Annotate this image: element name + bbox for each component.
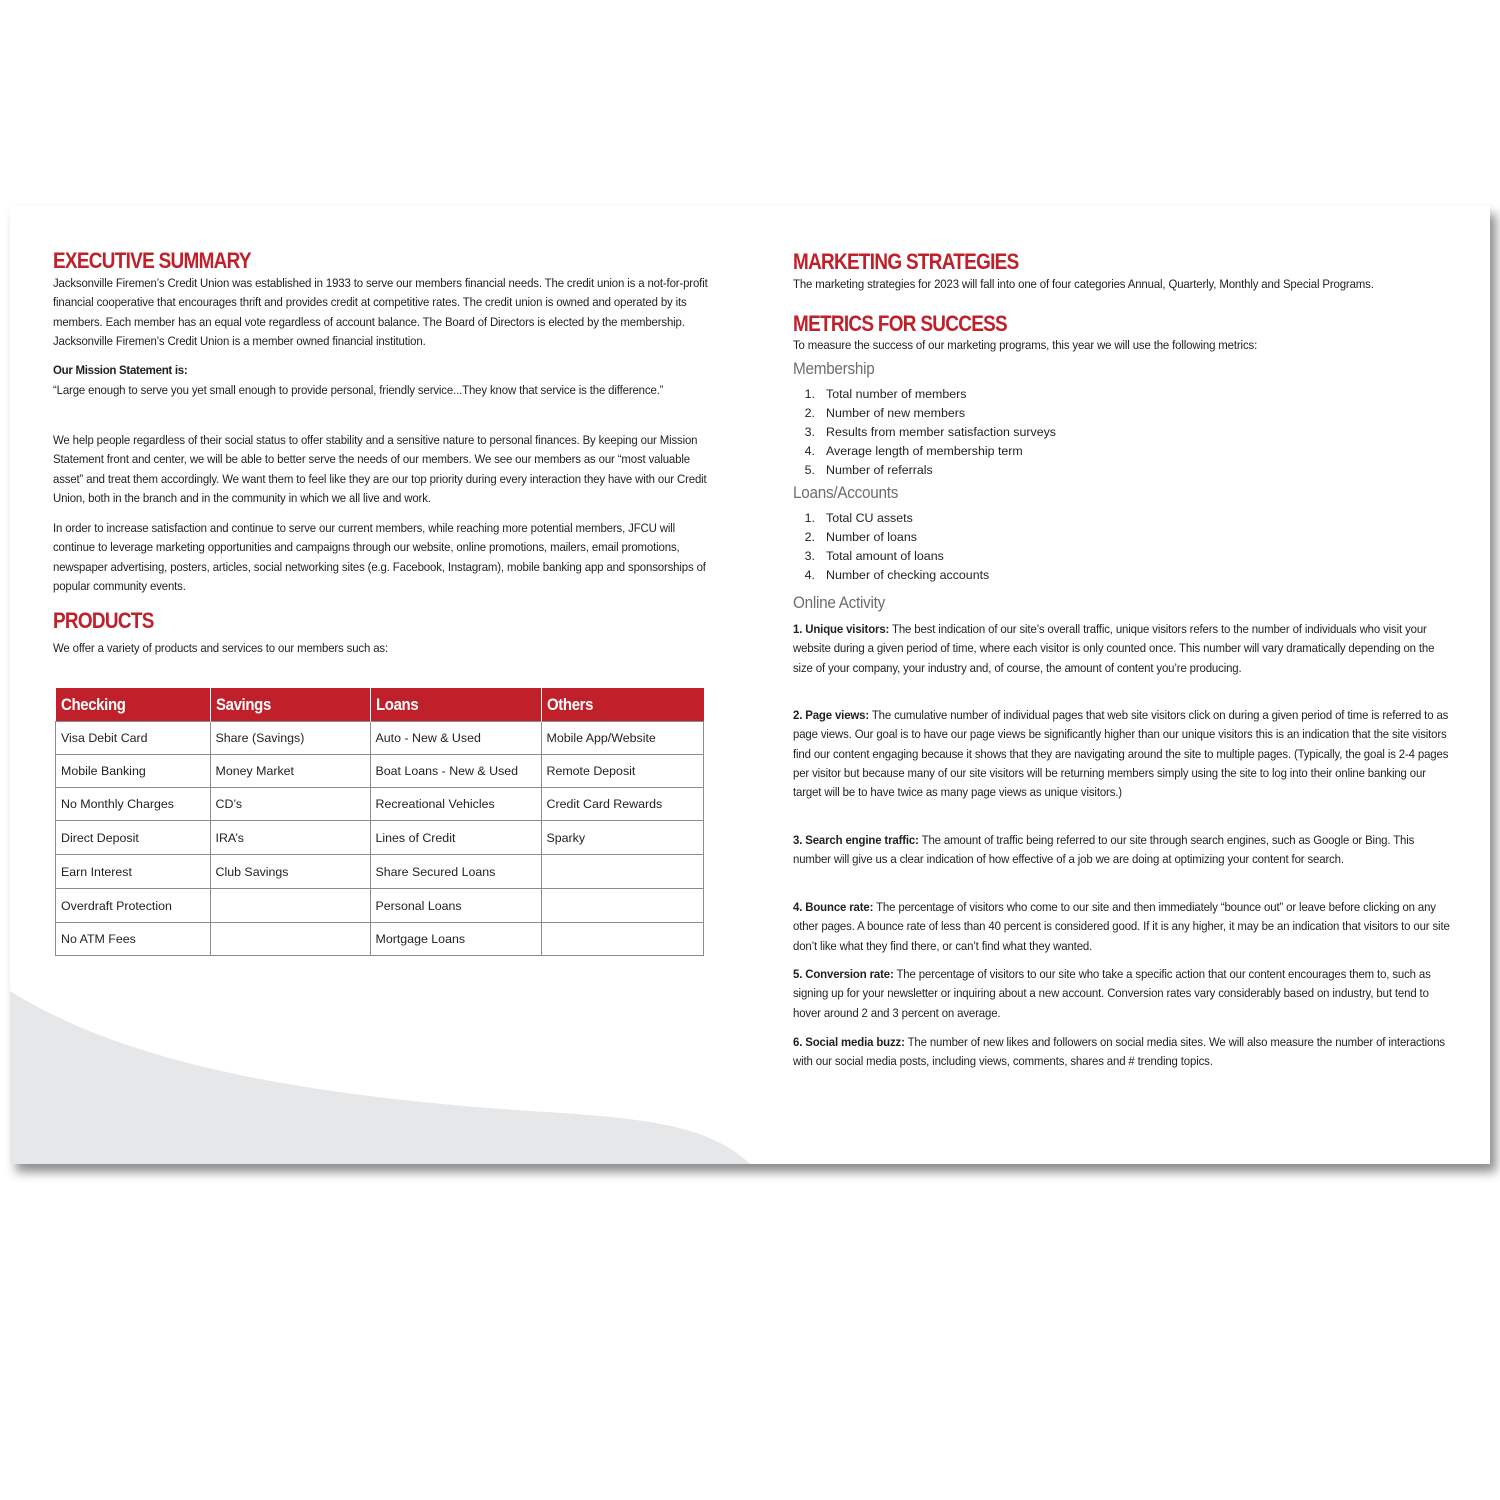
online-activity-subheading: Online Activity — [793, 593, 886, 612]
list-item: 5. Number of referrals — [804, 463, 933, 477]
table-cell: Lines of Credit — [370, 821, 541, 855]
list-item: 3. Results from member satisfaction surveys — [804, 425, 1056, 439]
table-cell — [210, 889, 370, 923]
table-cell: Remote Deposit — [541, 755, 704, 788]
table-cell: Club Savings — [210, 855, 370, 889]
table-cell: Auto - New & Used — [370, 722, 541, 755]
table-cell: Earn Interest — [56, 855, 211, 889]
column-header-others: Others — [541, 688, 704, 722]
column-header-loans: Loans — [370, 688, 541, 722]
list-item: 2. Number of loans — [804, 530, 917, 544]
list-item: 4. Number of checking accounts — [804, 568, 990, 582]
table-cell: Personal Loans — [370, 889, 541, 923]
values-paragraph: We help people regardless of their social status to offer stability and a sensitive nature to personal finances. By keeping our Mission Statement front and center, we will be able to better serve the needs of our members. We see our members as our “most valuable asset” and treat them accordingly. We want them to feel like they are our top priority during every interaction they have with our Credit Union, both in the branch and in the community in which we all live and work. — [53, 433, 707, 505]
list-item: 1. Total CU assets — [804, 511, 913, 525]
table-cell: Share (Savings) — [210, 722, 370, 755]
table-row — [56, 855, 704, 889]
table-cell: Sparky — [541, 821, 704, 855]
table-row — [56, 722, 704, 755]
list-item: 1. Total number of members — [804, 387, 967, 401]
table-cell: Visa Debit Card — [56, 722, 211, 755]
table-cell — [541, 889, 704, 923]
table-cell: Money Market — [210, 755, 370, 788]
loans-accounts-list — [793, 509, 1413, 585]
executive-summary-paragraph: Jacksonville Firemen’s Credit Union was established in 1933 to serve our members financial needs. The credit union is a not-for-profit financial cooperative that encourages thrift and provides credit at competitive rates. The credit union is owned and operated by its members. Each member has an equal vote regardless of account balance. The Board of Directors is elected by the membership. Jacksonville Firemen’s Credit Union is a member owned financial institution. — [53, 276, 708, 348]
mission-statement-text: “Large enough to serve you yet small enough to provide personal, friendly service...They know that service is the difference.” — [53, 383, 664, 397]
table-cell: Share Secured Loans — [370, 855, 541, 889]
table-cell — [541, 923, 704, 956]
table-cell: Mobile App/Website — [541, 722, 704, 755]
table-cell: CD’s — [210, 788, 370, 821]
products-intro: We offer a variety of products and services to our members such as: — [53, 641, 389, 655]
table-cell: No ATM Fees — [56, 923, 211, 956]
membership-subheading: Membership — [793, 359, 875, 378]
column-header-savings: Savings — [210, 688, 370, 722]
table-cell: Boat Loans - New & Used — [370, 755, 541, 788]
metric-conversion-rate: 5. Conversion rate: The percentage of visitors to our site who take a specific action that our content encourages them to, such as signing up for your newsletter or inquiring about a new account. Conversion rates vary considerably based on industry, but tend to hover around 2 and 3 percent on average. — [793, 967, 1431, 1020]
table-cell: Recreational Vehicles — [370, 788, 541, 821]
table-row — [56, 755, 704, 788]
list-item: 3. Total amount of loans — [804, 549, 944, 563]
table-cell: Overdraft Protection — [56, 889, 211, 923]
metric-page-views: 2. Page views: The cumulative number of individual pages that web site visitors click on during a given period of time is referred to as page views. Our goal is to have our page views be significantly higher than our unique visitors this is an indication that the site visitors find our content engaging because it shows that they are navigating around the site to multiple pages. (Typically, the goal is 2-4 pages per visitor but because many of our site visitors will be returning members simply using the site to log into their online banking our target will be to have twice as many page views as unique visitors.) — [793, 708, 1449, 800]
loans-accounts-subheading: Loans/Accounts — [793, 483, 899, 502]
table-header-row — [56, 688, 704, 722]
metric-search-engine-traffic: 3. Search engine traffic: The amount of traffic being referred to our site through search engines, such as Google or Bing. This number will give us a clear indication of how effective of a job we are doing at optimizing your content for search. — [793, 833, 1415, 867]
table-cell: Direct Deposit — [56, 821, 211, 855]
marketing-strategies-heading: MARKETING STRATEGIES — [793, 249, 1019, 274]
metrics-heading: METRICS FOR SUCCESS — [793, 311, 1007, 336]
products-table — [55, 688, 704, 956]
table-row — [56, 923, 704, 956]
table-cell — [210, 923, 370, 956]
marketing-outreach-paragraph: In order to increase satisfaction and continue to serve our current members, while reaching more potential members, JFCU will continue to leverage marketing opportunities and campaigns through our website, online promotions, mailers, email promotions, newspaper advertising, posters, articles, social networking sites (e.g. Facebook, Instagram), mobile banking app and sponsorships of popular community events. — [53, 521, 706, 593]
metric-bounce-rate: 4. Bounce rate: The percentage of visitors who come to our site and then immediately “bounce out” or leave before clicking on any other pages. A bounce rate of less than 40 percent is considered good. If it is any higher, it may be an indication that visitors to our site don’t like what they find there, or can’t find what they wanted. — [793, 900, 1450, 953]
table-cell: Mobile Banking — [56, 755, 211, 788]
table-cell: Mortgage Loans — [370, 923, 541, 956]
table-cell: IRA’s — [210, 821, 370, 855]
table-cell: Credit Card Rewards — [541, 788, 704, 821]
table-cell — [541, 855, 704, 889]
membership-list — [793, 385, 1413, 480]
brochure-spread — [10, 206, 1490, 1164]
metric-unique-visitors: 1. Unique visitors: The best indication of our site’s overall traffic, unique visitors refers to the number of individuals who visit your website during a given period of time, where each visitor is only counted once. This number will vary dramatically depending on the size of your company, your industry and, of course, the amount of content you’re producing. — [793, 622, 1435, 675]
table-cell: No Monthly Charges — [56, 788, 211, 821]
metrics-intro: To measure the success of our marketing programs, this year we will use the following metrics: — [793, 338, 1258, 352]
mission-statement-label: Our Mission Statement is: — [53, 365, 188, 377]
products-heading: PRODUCTS — [53, 608, 154, 633]
table-row — [56, 788, 704, 821]
metric-social-media-buzz: 6. Social media buzz: The number of new likes and followers on social media sites. We will also measure the number of interactions with our social media posts, including views, comments, shares and # trending topics. — [793, 1035, 1445, 1069]
table-row — [56, 889, 704, 923]
list-item: 2. Number of new members — [804, 406, 966, 420]
column-header-checking: Checking — [56, 688, 211, 722]
executive-summary-heading: EXECUTIVE SUMMARY — [53, 248, 251, 273]
list-item: 4. Average length of membership term — [804, 444, 1023, 458]
table-row — [56, 821, 704, 855]
marketing-strategies-text: The marketing strategies for 2023 will fall into one of four categories Annual, Quarterly, Monthly and Special Programs. — [793, 277, 1374, 291]
